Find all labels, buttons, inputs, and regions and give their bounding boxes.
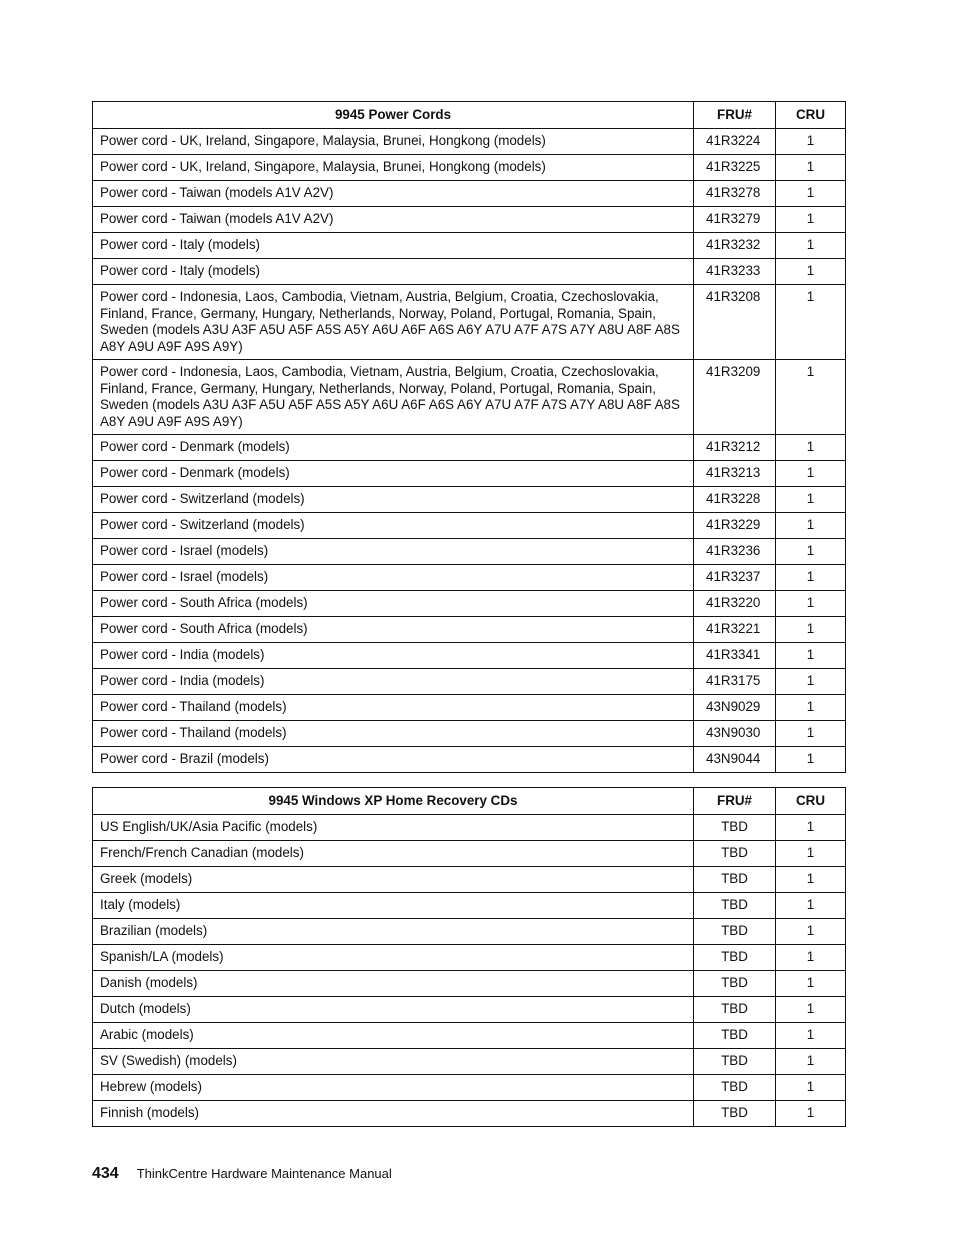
part-description: Finnish (models) [93,1101,694,1127]
part-description: Hebrew (models) [93,1075,694,1101]
part-description: Power cord - Taiwan (models A1V A2V) [93,181,694,207]
table-row [93,539,846,565]
table-row [93,945,846,971]
table-row [93,997,846,1023]
cru-value: 1 [776,591,846,617]
part-description: Power cord - Thailand (models) [93,695,694,721]
cru-value: 1 [776,695,846,721]
table-row [93,747,846,773]
part-description: Power cord - Indonesia, Laos, Cambodia, Vietnam, Austria, Belgium, Croatia, Czechoslovakia, Finland, France, Germany, Hungary, Netherlands, Norway, Poland, Portugal, Romania, Spain, Sweden (models A3U A3F A5U A5F A5S A5Y A6U A6F A6S A6Y A7U A7F A7S A7Y A8U A8F A8S A8Y A9U A9F A9S A9Y) [93,285,694,360]
fru-number: 41R3236 [694,539,776,565]
part-description: Spanish/LA (models) [93,945,694,971]
table-row [93,155,846,181]
part-description: Italy (models) [93,893,694,919]
cru-value: 1 [776,721,846,747]
fru-number: 41R3278 [694,181,776,207]
header-cru: CRU [776,102,846,129]
table-row [93,1023,846,1049]
part-description: Power cord - India (models) [93,669,694,695]
fru-number: TBD [694,1049,776,1075]
fru-number: 43N9030 [694,721,776,747]
cru-value: 1 [776,207,846,233]
fru-number: 41R3237 [694,565,776,591]
fru-number: 43N9029 [694,695,776,721]
part-description: Greek (models) [93,867,694,893]
cru-value: 1 [776,841,846,867]
cru-value: 1 [776,233,846,259]
table-row [93,919,846,945]
table-row [93,721,846,747]
fru-number: 41R3279 [694,207,776,233]
cru-value: 1 [776,487,846,513]
fru-number: 41R3209 [694,360,776,435]
part-description: Power cord - Brazil (models) [93,747,694,773]
part-description: Power cord - Switzerland (models) [93,487,694,513]
part-description: Power cord - Israel (models) [93,539,694,565]
part-description: Power cord - UK, Ireland, Singapore, Malaysia, Brunei, Hongkong (models) [93,155,694,181]
cru-value: 1 [776,1075,846,1101]
cru-value: 1 [776,893,846,919]
power-cords-table [92,101,846,773]
cru-value: 1 [776,1023,846,1049]
cru-value: 1 [776,539,846,565]
part-description: Power cord - Israel (models) [93,565,694,591]
table-row [93,513,846,539]
fru-number: TBD [694,997,776,1023]
fru-number: TBD [694,815,776,841]
fru-number: 41R3208 [694,285,776,360]
cru-value: 1 [776,461,846,487]
cru-value: 1 [776,643,846,669]
part-description: Power cord - India (models) [93,643,694,669]
table-header-row [93,788,846,815]
cru-value: 1 [776,1049,846,1075]
part-description: Power cord - UK, Ireland, Singapore, Malaysia, Brunei, Hongkong (models) [93,129,694,155]
cru-value: 1 [776,285,846,360]
part-description: SV (Swedish) (models) [93,1049,694,1075]
table-row [93,360,846,435]
cru-value: 1 [776,669,846,695]
part-description: Power cord - South Africa (models) [93,591,694,617]
header-title: 9945 Windows XP Home Recovery CDs [93,788,694,815]
header-cru: CRU [776,788,846,815]
fru-number: 41R3220 [694,591,776,617]
cru-value: 1 [776,867,846,893]
fru-number: TBD [694,841,776,867]
header-title: 9945 Power Cords [93,102,694,129]
table-row [93,207,846,233]
table-row [93,591,846,617]
table-row [93,181,846,207]
table-row [93,129,846,155]
table-row [93,565,846,591]
table-row [93,867,846,893]
part-description: Power cord - Denmark (models) [93,461,694,487]
part-description: Power cord - Italy (models) [93,259,694,285]
part-description: Power cord - Switzerland (models) [93,513,694,539]
table-row [93,259,846,285]
table-header-row [93,102,846,129]
cru-value: 1 [776,259,846,285]
fru-number: TBD [694,1101,776,1127]
cru-value: 1 [776,1101,846,1127]
table-row [93,1101,846,1127]
part-description: Brazilian (models) [93,919,694,945]
table-row [93,461,846,487]
fru-number: TBD [694,971,776,997]
cru-value: 1 [776,360,846,435]
table-row [93,841,846,867]
fru-number: 41R3229 [694,513,776,539]
cru-value: 1 [776,997,846,1023]
fru-number: 41R3233 [694,259,776,285]
table-row [93,815,846,841]
header-fru: FRU# [694,788,776,815]
fru-number: 41R3212 [694,435,776,461]
part-description: Arabic (models) [93,1023,694,1049]
table-row [93,435,846,461]
fru-number: 41R3175 [694,669,776,695]
fru-number: 41R3213 [694,461,776,487]
cru-value: 1 [776,971,846,997]
part-description: Dutch (models) [93,997,694,1023]
part-description: Power cord - Indonesia, Laos, Cambodia, Vietnam, Austria, Belgium, Croatia, Czechoslovakia, Finland, France, Germany, Hungary, Netherlands, Norway, Poland, Portugal, Romania, Spain, Sweden (models A3U A3F A5U A5F A5S A5Y A6U A6F A6S A6Y A7U A7F A7S A7Y A8U A8F A8S A8Y A9U A9F A9S A9Y) [93,360,694,435]
cru-value: 1 [776,129,846,155]
fru-number: TBD [694,893,776,919]
part-description: Danish (models) [93,971,694,997]
part-description: Power cord - South Africa (models) [93,617,694,643]
cru-value: 1 [776,617,846,643]
cru-value: 1 [776,815,846,841]
table-row [93,617,846,643]
fru-number: 41R3228 [694,487,776,513]
part-description: Power cord - Taiwan (models A1V A2V) [93,207,694,233]
cru-value: 1 [776,565,846,591]
part-description: Power cord - Denmark (models) [93,435,694,461]
table-row [93,971,846,997]
fru-number: TBD [694,919,776,945]
table-row [93,285,846,360]
part-description: Power cord - Italy (models) [93,233,694,259]
cru-value: 1 [776,155,846,181]
cru-value: 1 [776,919,846,945]
cru-value: 1 [776,747,846,773]
fru-number: TBD [694,945,776,971]
table-row [93,643,846,669]
fru-number: TBD [694,867,776,893]
fru-number: TBD [694,1075,776,1101]
fru-number: 41R3224 [694,129,776,155]
cru-value: 1 [776,435,846,461]
manual-title: ThinkCentre Hardware Maintenance Manual [136,1166,392,1181]
fru-number: 41R3221 [694,617,776,643]
part-description: French/French Canadian (models) [93,841,694,867]
cru-value: 1 [776,181,846,207]
table-row [93,1075,846,1101]
fru-number: 41R3232 [694,233,776,259]
part-description: Power cord - Thailand (models) [93,721,694,747]
table-row [93,487,846,513]
cru-value: 1 [776,513,846,539]
fru-number: TBD [694,1023,776,1049]
table-row [93,695,846,721]
header-fru: FRU# [694,102,776,129]
page-footer [92,1165,392,1183]
table-row [93,1049,846,1075]
recovery-cds-table [92,787,846,1127]
table-row [93,893,846,919]
cru-value: 1 [776,945,846,971]
page-number: 434 [92,1165,119,1182]
part-description: US English/UK/Asia Pacific (models) [93,815,694,841]
fru-number: 41R3341 [694,643,776,669]
table-row [93,233,846,259]
fru-number: 41R3225 [694,155,776,181]
fru-number: 43N9044 [694,747,776,773]
table-row [93,669,846,695]
